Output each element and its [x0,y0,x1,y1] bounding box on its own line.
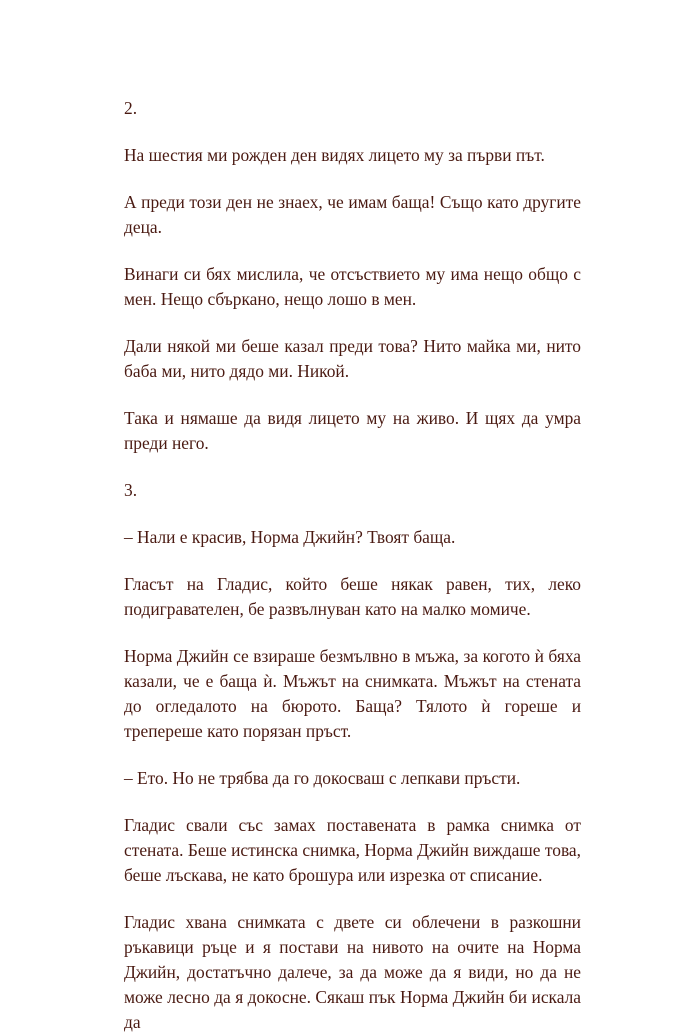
paragraph: Гладис свали със замах поставената в рамка снимка от стената. Беше истинска снимка, Норма Джийн виждаше това, беше лъскава, не като брошура или изрезка от списание. [124,815,581,885]
body-text [124,96,581,1035]
paragraph: Гласът на Гладис, който беше някак равен, тих, леко подигравателен, бе развълнуван като на малко момиче. [124,574,581,619]
dialogue-line: – Ето. Но не трябва да го докосваш с лепкави пръсти. [124,768,521,788]
paragraph: А преди този ден не знаех, че имам баща! Също като другите деца. [124,192,581,237]
dialogue-line: – Нали е красив, Норма Джийн? Твоят баща. [124,527,456,547]
section-number-2: 2. [124,98,138,118]
paragraph: Винаги си бях мислила, че отсъствието му има нещо общо с мен. Нещо сбъркано, нещо лошо в мен. [124,264,581,309]
paragraph: Норма Джийн се взираше безмълвно в мъжа, за когото ѝ бяха казали, че е баща ѝ. Мъжът на снимката. Мъжът на стената до огледалото на бюрото. Баща? Тялото ѝ гореше и трепереше като порязан пръст. [124,646,581,741]
section-number-3: 3. [124,480,138,500]
paragraph: Така и нямаше да видя лицето му на живо. И щях да умра преди него. [124,408,581,453]
paragraph: Дали някой ми беше казал преди това? Нито майка ми, нито баба ми, нито дядо ми. Никой. [124,336,581,381]
paragraph-continued: Гладис хвана снимката с двете си облечени в разкошни ръкавици ръце и я постави на нивото на очите на Норма Джийн, достатъчно далече, за да може да я види, но да не може лесно да я докосне. Сякаш пък Норма Джийн би искала да [124,912,581,1032]
paragraph: На шестия ми рожден ден видях лицето му за първи път. [124,145,545,165]
